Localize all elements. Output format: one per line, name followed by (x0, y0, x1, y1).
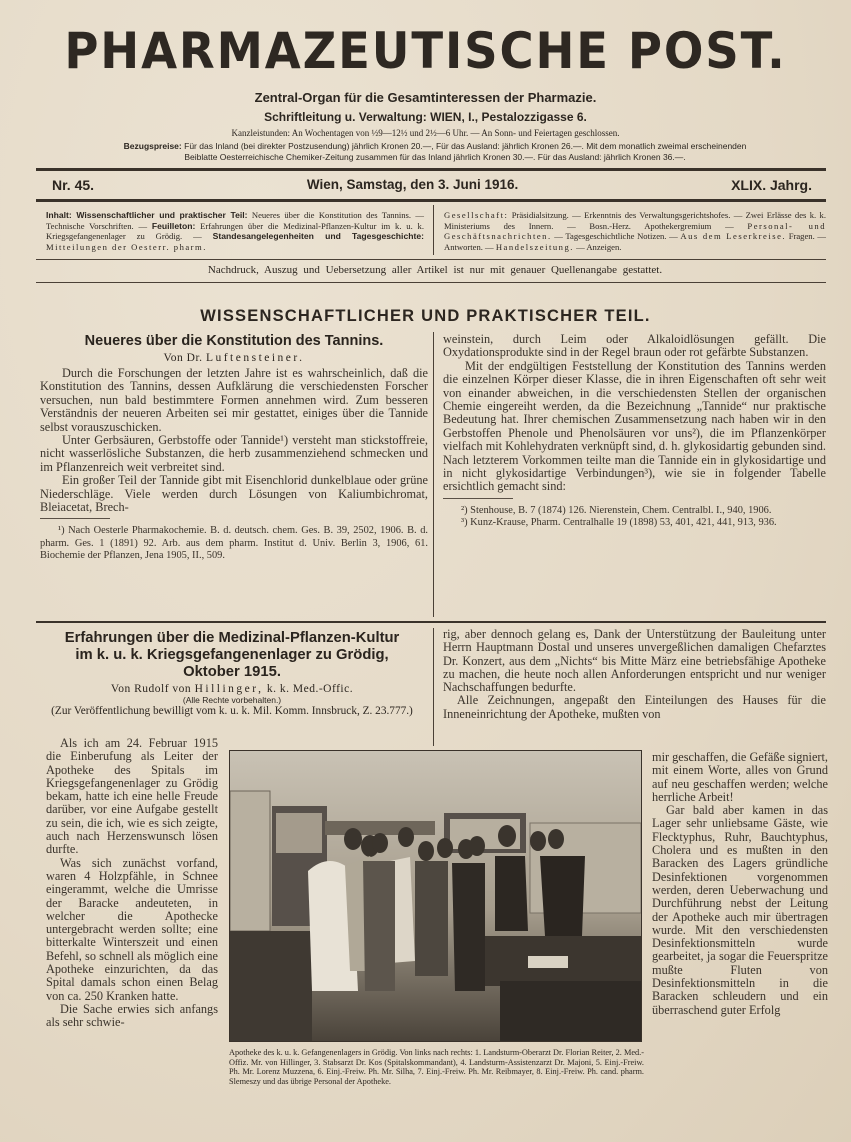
issue-number: Nr. 45. (52, 177, 95, 193)
article-title (34, 630, 430, 681)
contents-label: Feuilleton: (151, 220, 196, 231)
article-feuilleton-top-right (443, 628, 826, 721)
footnote: ³) Kunz-Krause, Pharm. Centralhalle 19 (1898) 53, 401, 421, 441, 913, 936. (461, 517, 777, 529)
paragraph: rig, aber dennoch gelang es, Dank der Unterstützung der Bauleitung unter Herrn Hauptmann Dostal und unseres unvergeßlichen damaligen Chefarztes Dr. Konzert, aus dem „Nichts“ bis Mitte März eine betriebsfähige Apotheke zu machen, die heute noch allen Anforderungen entspricht und nur weniger Nachschaffungen bedurfte. (443, 627, 826, 695)
table-of-contents-left (46, 210, 424, 252)
paragraph: Gar bald aber kamen in das Lager sehr unliebsame Gäste, wie Flecktyphus, Ruhr, Bauchtyphus, Cholera und es mußten in den Baracken des Lagers gründliche Desinfektionen vorgenommen werden, deren Ueberwachung und Durchführung nebst der Leitung der Apotheke auch mir übertragen wurde. Mit den verschiedensten Desinfektionsmitteln wurde gearbeitet, ja sogar die Feuerspritze mußte Fluten von Desinfektionsmitteln in die Baracken schleudern und ein überraschend guter Erfolg (652, 803, 828, 1017)
contents-label: Inhalt: Wissenschaftlicher und praktischer Teil: (46, 210, 248, 220)
article-byline (40, 352, 428, 364)
paragraph: Alle Zeichnungen, angepaßt den Einteilungen des Hauses für die Inneneinrichtung der Apotheke, mußten von (443, 693, 826, 721)
footnote-rule (40, 518, 110, 519)
footnote: ¹) Nach Oesterle Pharmakochemie. B. d. deutsch. chem. Ges. B. 39, 2502, 1906. B. d. pharm. Ges. 1 (1891) 92. Arb. aus dem pharm. Institut d. Univ. Berlin 3, 1906, 61. Biochemie der Pflanzen, Jena 1905, II., 509. (40, 525, 428, 562)
paragraph: Die Sache erwies sich anfangs als sehr schwie- (46, 1001, 218, 1030)
publication-approval: (Zur Veröffentlichung bewilligt vom k. u. k. Mil. Komm. Innsbruck, Z. 23.777.) (51, 705, 413, 717)
contents-text: Mitteilungen der Oesterr. pharm. (46, 241, 207, 252)
contents-divider (433, 205, 434, 255)
byline-prefix: Von Dr. (163, 352, 203, 364)
article-body (40, 367, 428, 514)
contents-text: Erfahrungen über die Medizinal-Pflanzen-Kultur im k. u. k. Kriegsgefangenenlager zu Grödig. — (46, 220, 424, 241)
article-byline (34, 683, 430, 695)
article-tannin-column-1 (40, 333, 428, 563)
paragraph: Durch die Forschungen der letzten Jahre ist es wahrscheinlich, daß die Konstitution des Tannins, dessen Aufklärung die verschiedensten Forscher versuchen, nun bald bestimmtere Formen annehmen wird. Zum besseren Verständnis der neueren Arbeiten sei mir gestattet, einiges über die Tannide selbst vorauszuschicken. (40, 366, 428, 434)
column-divider (433, 332, 434, 617)
masthead-editorial-address: Schriftleitung u. Verwaltung: WIEN, I., Pestalozzigasse 6. (264, 110, 587, 124)
table-of-contents-right (444, 210, 826, 252)
article-title: Neueres über die Konstitution des Tannins. (84, 333, 384, 349)
masthead-subtitle: Zentral-Organ für die Gesamtinteressen der Pharmazie. (254, 90, 597, 105)
issue-rule-top (36, 168, 826, 171)
title-line: Oktober 1915. (183, 664, 281, 680)
paragraph: Mit der endgültigen Feststellung der Konstitution des Tannins werden die einzelnen Körper dieser Klasse, die in ihren Eigenschaften oft sehr weit von einander abweichen, in die verschiedensten Stellen der organischen Chemie eingereiht werden, da die Bezeichnung „Tannide“ nur praktische Bedeutung hat. Ihrer chemischen Zusammensetzung nach haben wir in den Gerbstoffen Phenole und Phenolsäuren vor uns²), die im Pflanzenkörper vielfach mit Kohlehydraten verknüpft sind, d. h. glykosidartig gebunden sind. Nach letzterem Vorkommen teilte man die Tannide ein in glykosidartige und in nicht glykosidartige Verbindungen³), wie sie in folgender Tabelle ersichtlich gemacht sind: (443, 358, 826, 494)
reprint-notice: Nachdruck, Auszug und Uebersetzung aller Artikel ist nur mit genauer Quellenangabe gestattet. (207, 264, 663, 276)
paragraph: Was sich zunächst vorfand, waren 4 Holzpfähle, in Schnee eingerammt, welche die Umrisse der Baracke andeuteten, in welcher die Apothecke untergebracht werden sollte; eine bitterkalte Winterszeit und einen Befehl, so schnell als möglich eine Apotheke einzurichten, da das Spital damals schon einen Belag von ca. 250 Kranken hatte. (46, 855, 218, 1003)
masthead-subscription (40, 141, 830, 163)
masthead-title: PHARMAZEUTISCHE POST. (64, 22, 787, 80)
article-feuilleton-header (34, 630, 430, 718)
notice-rule-bottom (36, 282, 826, 283)
rights-reserved: (Alle Rechte vorbehalten.) (182, 695, 282, 705)
contents-label: Handelszeitung. (495, 241, 574, 252)
article-body (443, 333, 826, 494)
footnote: ²) Stenhouse, B. 7 (1874) 126. Nierenstein, Chem. Centralbl. I., 940, 1906. (461, 504, 772, 516)
column-divider (433, 628, 434, 746)
photo-caption: Apotheke des k. u. k. Gefangenenlagers in Grödig. Von links nach rechts: 1. Landsturm-Oberarzt Dr. Florian Reiter, 2. Med.-Offiz. Mr. von Hillinger, 3. Stabsarzt Dr. Kos (Spitalskommandant), 4. Landsturm-Assistenzarzt Dr. Majoni, 5. Einj.-Freiw. Ph. Mr. Lorenz Muzzena, 6. Einj.-Freiw. Ph. Mr. Silha, 7. Einj.-Freiw. Ph. Mr. Reibmayer, 8. Einj.-Freiw. Ph. cand. pharm. Slemeszy und das übrige Personal der Apotheke. (229, 1048, 644, 1086)
article-feuilleton-right-column (652, 751, 828, 1017)
pharmacy-group-photograph (229, 750, 642, 1042)
byline-prefix: Von Rudolf von (110, 683, 192, 695)
pharmacy-photo-illustration (230, 751, 641, 1041)
paragraph: Unter Gerbsäuren, Gerbstoffe oder Tannide¹) versteht man stickstoffreie, nicht wasserlösliche Substanzen, die herb zusammenziehend schmecken und im Pflanzenreich weit verbreitet sind. (40, 433, 428, 474)
footnote-rule (443, 498, 513, 499)
contents-text: Fragen. — Antworten. — (444, 231, 826, 252)
byline-suffix: k. k. Med.-Offic. (266, 683, 354, 695)
issue-line (52, 177, 812, 193)
section-heading: WISSENSCHAFTLICHER UND PRAKTISCHER TEIL. (200, 307, 651, 325)
paragraph: mir geschaffen, die Gefäße signiert, mit einem Worte, alles von Grund auf neu geschaffen werden; welche herrliche Arbeit! (652, 750, 828, 804)
paragraph: Als ich am 24. Februar 1915 die Einberufung als Leiter der Apotheke des Spitals im Kriegsgefangenenlager zu Grödig bekam, hatte ich eine helle Freude darüber, vor eine Aufgabe gestellt zu sein, die ich, wie es sich zeigte, auch nach Herzenswunsch lösen durfte. (46, 736, 218, 857)
footnotes (40, 525, 428, 563)
contents-text: Neueres über die Konstitution des Tannins. — Technische Vorschriften. — (46, 210, 424, 231)
notice-rule-top (36, 259, 826, 260)
article-tannin-column-2 (443, 333, 826, 530)
article-feuilleton-left-column (46, 737, 218, 1030)
footnotes (443, 505, 826, 530)
contents-text: — Anzeigen. (576, 241, 622, 252)
feuilleton-rule (36, 621, 826, 623)
subscription-label: Bezugspreise: (123, 141, 182, 151)
contents-text: — Tagesgeschichtliche Notizen. — (554, 231, 678, 241)
author-name: Hillinger, (194, 683, 264, 695)
issue-rule-bottom (36, 199, 826, 202)
paragraph: Ein großer Teil der Tannide gibt mit Eisenchlorid dunkelblaue oder grüne Niederschläge. Viele werden durch Lösungen von Kaliumbichromat, Bleiacetat, Brech- (40, 473, 428, 515)
contents-label: Gesellschaft: (444, 210, 509, 220)
title-line: im k. u. k. Kriegsgefangenenlager zu Grödig, (75, 647, 389, 663)
author-name: Luftensteiner. (205, 352, 305, 364)
subscription-line-1: Für das Inland (bei direkter Postzusendung) jährlich Kronen 20.—, Für das Ausland: jährlich Kronen 26.—. Mit dem monatlich zweimal erscheinenden (184, 141, 747, 151)
issue-volume: XLIX. Jahrg. (731, 177, 812, 193)
masthead-office-hours: Kanzleistunden: An Wochentagen von ½9—12½ und 2½—6 Uhr. — An Sonn- und Feiertagen geschlossen. (231, 128, 620, 138)
contents-label: Standesangelegenheiten und Tagesgeschichte: (212, 231, 424, 241)
contents-label: Aus dem Leserkreise. (680, 231, 787, 241)
contents-label: Personal- und Geschäftsnachrichten. (444, 220, 827, 241)
issue-dateline: Wien, Samstag, den 3. Juni 1916. (306, 177, 519, 192)
paragraph: weinstein, durch Leim oder Alkaloidlösungen gefällt. Die Oxydationsprodukte sind in der Regel braun oder rot gefärbte Substanzen. (443, 332, 826, 360)
subscription-line-2: Beiblatte Oesterreichische Chemiker-Zeitung zusammen für das Inland jährlich Kronen 30.—. Für das Ausland: jährlich Kronen 36.—. (184, 152, 686, 162)
contents-text: Präsidialsitzung. — Erkenntnis des Verwaltungsgerichtshofes. — Zwei Erlässe des k. k. Ministeriums des Innern. — Bosn.-Herz. Apothekergremium — (444, 210, 826, 231)
title-line: Erfahrungen über die Medizinal-Pflanzen-Kultur (64, 630, 400, 646)
